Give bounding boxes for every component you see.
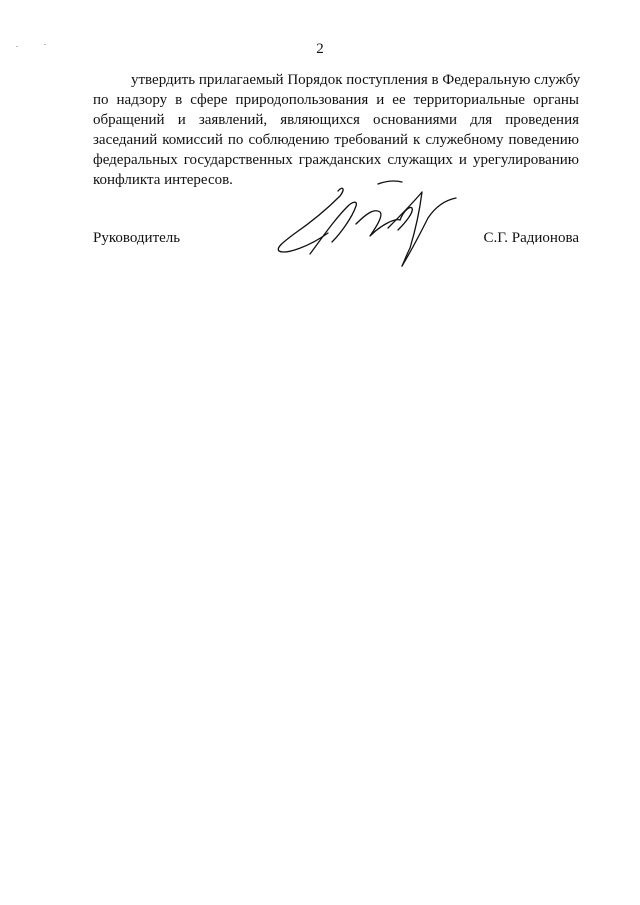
body-line: заседаний комиссий по соблюдению требований к служебному поведению — [93, 132, 579, 148]
body-line: по надзору в сфере природопользования и ее территориальные органы — [93, 92, 579, 108]
body-line: федеральных государственных гражданских служащих и урегулированию — [93, 152, 579, 168]
body-line: конфликта интересов. — [93, 172, 233, 188]
body-line: утвердить прилагаемый Порядок поступления в Федеральную службу — [131, 72, 581, 88]
handwritten-signature — [270, 178, 470, 268]
body-line: обращений и заявлений, являющихся основаниями для проведения — [93, 112, 579, 128]
page-number: 2 — [316, 41, 324, 57]
body-paragraph — [93, 70, 579, 190]
signatory-role: Руководитель — [93, 230, 181, 246]
signatory-name: С.Г. Радионова — [483, 230, 579, 246]
